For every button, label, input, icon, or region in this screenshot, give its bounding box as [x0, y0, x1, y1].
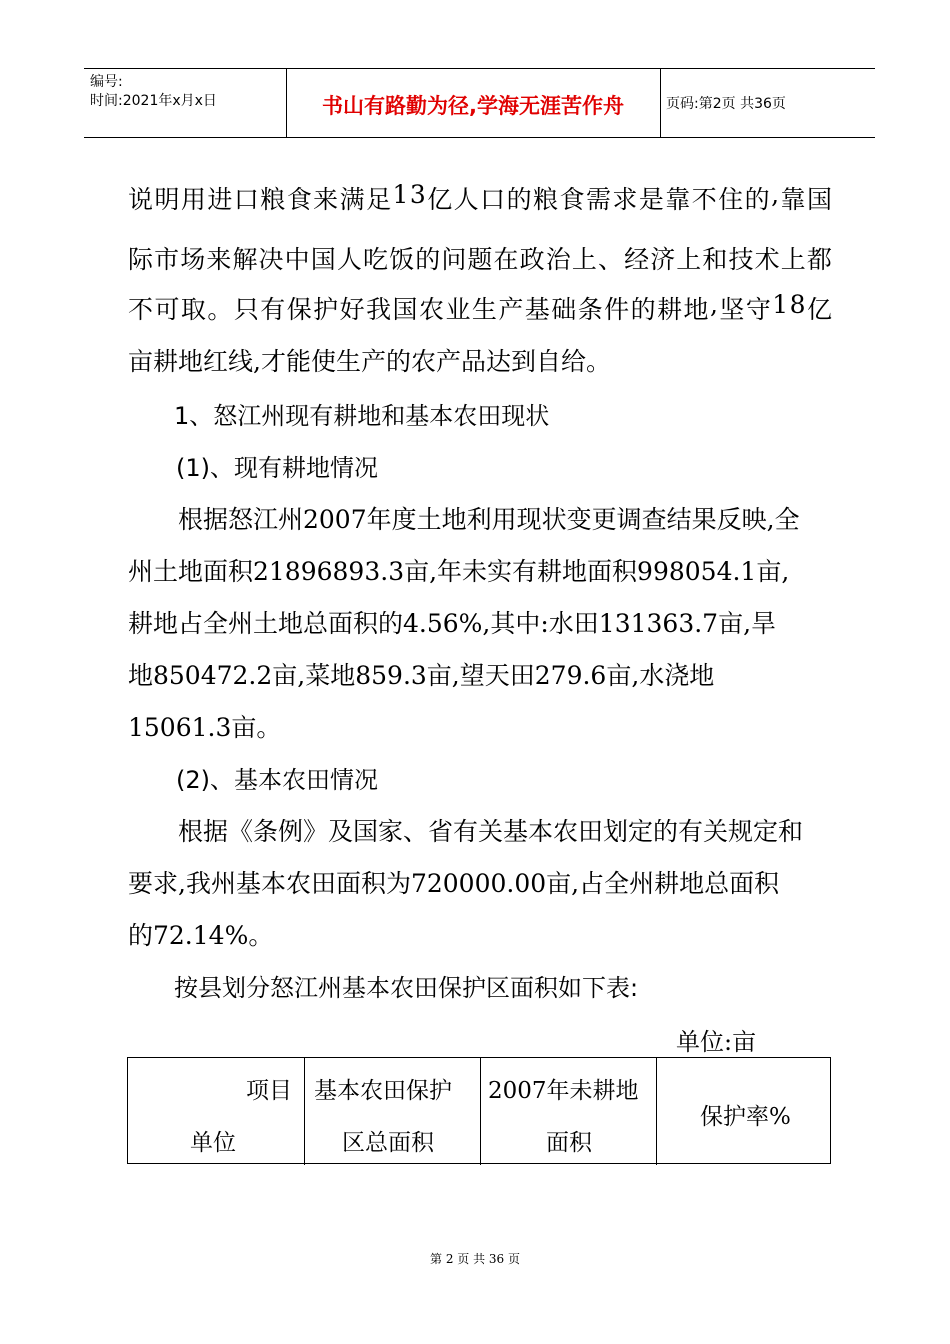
paragraph-line: 耕地占全州土地总面积的4.56%,其中:水田131363.7亩,旱: [128, 609, 777, 638]
area-table: [127, 1057, 831, 1164]
paragraph-line: 不 可 取 。 只 有 保 护 好 我 国 农 业 生 产 基 础 条 件 的 耕 地 , 坚 守 1 8 亿: [128, 290, 832, 324]
table-header-protection-area: 基本农田保护: [314, 1078, 452, 1104]
table-header-unit: 单位: [190, 1130, 236, 1156]
header-motto: 书山有路勤为径,学海无涯苦作舟: [322, 94, 624, 118]
paragraph-line: 根据怒江州2007年度土地利用现状变更调查结果反映,全: [178, 505, 800, 534]
paragraph-line: 的72.14%。: [128, 921, 274, 950]
paragraph-line: 说 明 用 进 口 粮 食 来 满 足 1 3 亿 人 口 的 粮 食 需 求 是 靠 不 住 的 , 靠 国: [128, 180, 832, 214]
paragraph-line: 根据《条例》及国家、省有关基本农田划定的有关规定和: [178, 817, 804, 846]
header-divider: [660, 69, 661, 137]
table-header-protection-area-2: 区总面积: [342, 1130, 434, 1156]
table-column-divider: [480, 1058, 481, 1165]
paragraph-line: 要求,我州基本农田面积为720000.00亩,占全州耕地总面积: [128, 869, 780, 898]
unit-label: 单位:亩: [676, 1028, 757, 1056]
table-header-farmland-area-2: 面积: [546, 1130, 592, 1156]
header-meta: [90, 73, 217, 111]
table-header-item: 项目: [246, 1078, 292, 1104]
section-heading: 1、怒江州现有耕地和基本农田现状: [174, 402, 550, 430]
table-column-divider: [656, 1058, 657, 1165]
table-header-farmland-area: 2007年未耕地: [488, 1078, 639, 1104]
table-caption: 按县划分怒江州基本农田保护区面积如下表:: [174, 974, 639, 1002]
table-column-divider: [304, 1058, 305, 1165]
header-page-info: 页码:第2页 共36页: [666, 96, 786, 112]
header-time-label: 时间:2021年x月x日: [90, 93, 217, 109]
subsection-heading: (1)、现有耕地情况: [176, 454, 378, 482]
paragraph-line: 地850472.2亩,菜地859.3亩,望天田279.6亩,水浇地: [128, 661, 715, 690]
paragraph-line: 州土地面积21896893.3亩,年未实有耕地面积998054.1亩,: [128, 557, 790, 586]
paragraph-line: 际 市 场 来 解 决 中 国 人 吃 饭 的 问 题 在 政 治 上 、 经 济 上 和 技 术 上 都: [128, 245, 832, 274]
page-header: [84, 68, 875, 138]
subsection-heading: (2)、基本农田情况: [176, 766, 378, 794]
table-header-protection-rate: 保护率%: [700, 1104, 791, 1130]
paragraph-line: 亩耕地红线,才能使生产的农产品达到自给。: [128, 347, 611, 376]
paragraph-line: 15061.3亩。: [128, 713, 282, 742]
page-footer: 第 2 页 共 36 页: [430, 1252, 520, 1266]
header-number-label: 编号:: [90, 74, 123, 90]
